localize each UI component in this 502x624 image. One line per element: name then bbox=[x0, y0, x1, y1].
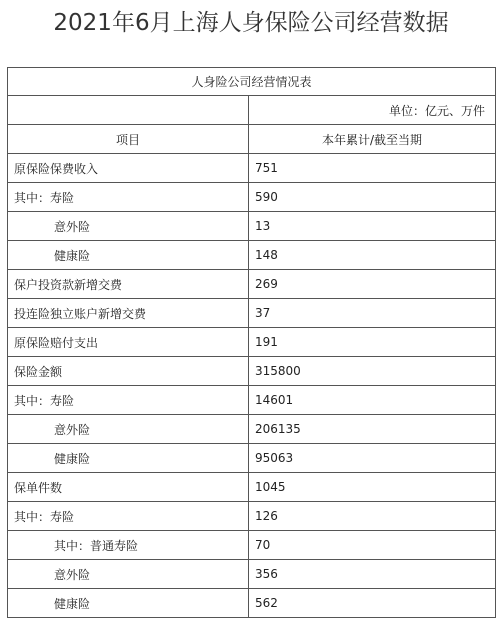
unit-label: 单位：亿元、万件 bbox=[249, 96, 496, 125]
row-value: 191 bbox=[249, 328, 496, 357]
row-label: 健康险 bbox=[8, 589, 249, 618]
table-row bbox=[8, 154, 496, 183]
table-row bbox=[8, 415, 496, 444]
column-header-item: 项目 bbox=[8, 125, 249, 154]
row-value: 95063 bbox=[249, 444, 496, 473]
table-caption-row bbox=[8, 68, 496, 96]
row-label: 原保险赔付支出 bbox=[8, 328, 249, 357]
row-label: 意外险 bbox=[8, 212, 249, 241]
row-value: 70 bbox=[249, 531, 496, 560]
page-title: 2021年6月上海人身保险公司经营数据 bbox=[53, 10, 449, 36]
table-caption: 人身险公司经营情况表 bbox=[8, 68, 496, 96]
table-row bbox=[8, 473, 496, 502]
table-row bbox=[8, 241, 496, 270]
table-row bbox=[8, 299, 496, 328]
row-value: 315800 bbox=[249, 357, 496, 386]
table-row bbox=[8, 328, 496, 357]
row-label: 其中：普通寿险 bbox=[8, 531, 249, 560]
table-row bbox=[8, 502, 496, 531]
row-label: 投连险独立账户新增交费 bbox=[8, 299, 249, 328]
table-header-row bbox=[8, 125, 496, 154]
row-value: 13 bbox=[249, 212, 496, 241]
column-header-value: 本年累计/截至当期 bbox=[249, 125, 496, 154]
table-unit-row bbox=[8, 96, 496, 125]
row-label: 意外险 bbox=[8, 415, 249, 444]
row-value: 206135 bbox=[249, 415, 496, 444]
row-value: 356 bbox=[249, 560, 496, 589]
row-value: 269 bbox=[249, 270, 496, 299]
row-label: 健康险 bbox=[8, 444, 249, 473]
row-value: 14601 bbox=[249, 386, 496, 415]
row-label: 保单件数 bbox=[8, 473, 249, 502]
row-label: 意外险 bbox=[8, 560, 249, 589]
row-value: 590 bbox=[249, 183, 496, 212]
row-label: 其中：寿险 bbox=[8, 183, 249, 212]
row-label: 保户投资款新增交费 bbox=[8, 270, 249, 299]
table-row bbox=[8, 386, 496, 415]
row-value: 1045 bbox=[249, 473, 496, 502]
table-row bbox=[8, 357, 496, 386]
row-label: 保险金额 bbox=[8, 357, 249, 386]
row-label: 健康险 bbox=[8, 241, 249, 270]
row-label: 其中：寿险 bbox=[8, 502, 249, 531]
row-value: 562 bbox=[249, 589, 496, 618]
report-table bbox=[7, 67, 496, 618]
table-row bbox=[8, 531, 496, 560]
row-value: 126 bbox=[249, 502, 496, 531]
row-value: 37 bbox=[249, 299, 496, 328]
row-label: 其中：寿险 bbox=[8, 386, 249, 415]
table-row bbox=[8, 270, 496, 299]
row-label: 原保险保费收入 bbox=[8, 154, 249, 183]
row-value: 148 bbox=[249, 241, 496, 270]
table-row bbox=[8, 444, 496, 473]
table-row bbox=[8, 183, 496, 212]
table-row bbox=[8, 560, 496, 589]
table-row bbox=[8, 589, 496, 618]
row-value: 751 bbox=[249, 154, 496, 183]
table-row bbox=[8, 212, 496, 241]
